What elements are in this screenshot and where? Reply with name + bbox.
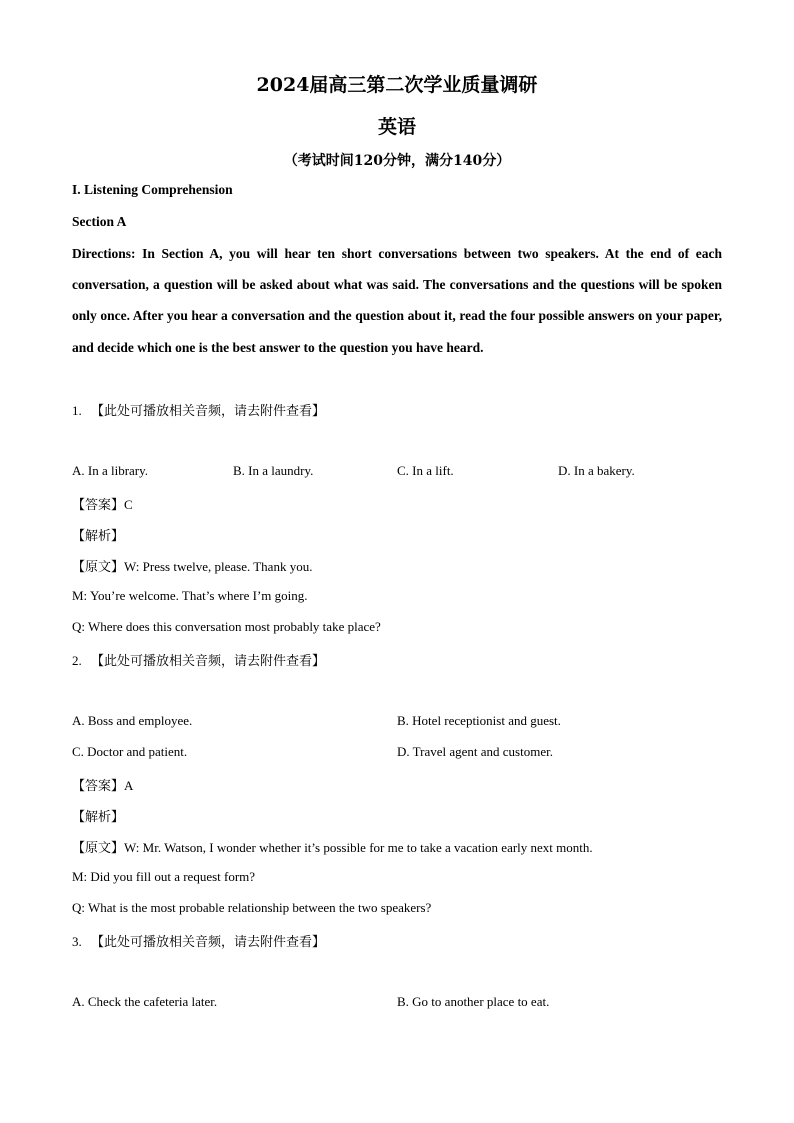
option-d: D. In a bakery. [558, 463, 635, 478]
transcript-line: Q: Where does this conversation most probably take place? [72, 619, 381, 634]
option-c: C. In a lift. [397, 463, 454, 478]
question-1-prompt [72, 400, 325, 419]
part-heading: I. Listening Comprehension [72, 182, 233, 197]
option-a: A. In a library. [72, 463, 149, 478]
question-3-prompt [72, 931, 325, 950]
answer-label: 【答案】A [72, 778, 134, 793]
transcript-line: M: Did you fill out a request form? [72, 869, 256, 884]
transcript-line: M: You’re welcome. That’s where I’m going. [72, 588, 308, 603]
question-2-prompt [72, 650, 325, 669]
question-number: 2. [72, 653, 82, 668]
analysis-label: 【解析】 [72, 528, 125, 543]
option-b: B. Hotel receptionist and guest. [397, 713, 561, 728]
question-number: 1. [72, 403, 82, 418]
directions-text: Directions: In Section A, you will hear ten short conversations between two speakers. At the end of each conversation, a question will be asked about what was said. The conversations and the questions will be spoken only once. After you hear a conversation and the question about it, read the four possible answers on your paper, and decide which one is the best answer to the question you have heard. [72, 246, 722, 355]
analysis-label: 【解析】 [72, 809, 125, 824]
section-heading: Section A [72, 214, 127, 229]
exam-info: （考试时间120分钟，满分140分） [283, 153, 511, 169]
exam-subject: 英语 [377, 116, 416, 138]
option-d: D. Travel agent and customer. [397, 744, 553, 759]
transcript-line: 【原文】W: Press twelve, please. Thank you. [72, 559, 313, 574]
question-number: 3. [72, 934, 82, 949]
option-a: A. Check the cafeteria later. [72, 994, 218, 1009]
answer-label: 【答案】C [72, 497, 133, 512]
audio-prompt[interactable]: 【此处可播放相关音频，请去附件查看】 [91, 653, 326, 668]
option-a: A. Boss and employee. [72, 713, 193, 728]
option-b: B. Go to another place to eat. [397, 994, 550, 1009]
transcript-line: Q: What is the most probable relationship between the two speakers? [72, 900, 432, 915]
audio-prompt[interactable]: 【此处可播放相关音频，请去附件查看】 [91, 934, 326, 949]
exam-title: 2024届高三第二次学业质量调研 [256, 74, 538, 96]
audio-prompt[interactable]: 【此处可播放相关音频，请去附件查看】 [91, 403, 326, 418]
transcript-line: 【原文】W: Mr. Watson, I wonder whether it’s possible for me to take a vacation early next month. [72, 840, 593, 855]
option-b: B. In a laundry. [233, 463, 314, 478]
option-c: C. Doctor and patient. [72, 744, 188, 759]
